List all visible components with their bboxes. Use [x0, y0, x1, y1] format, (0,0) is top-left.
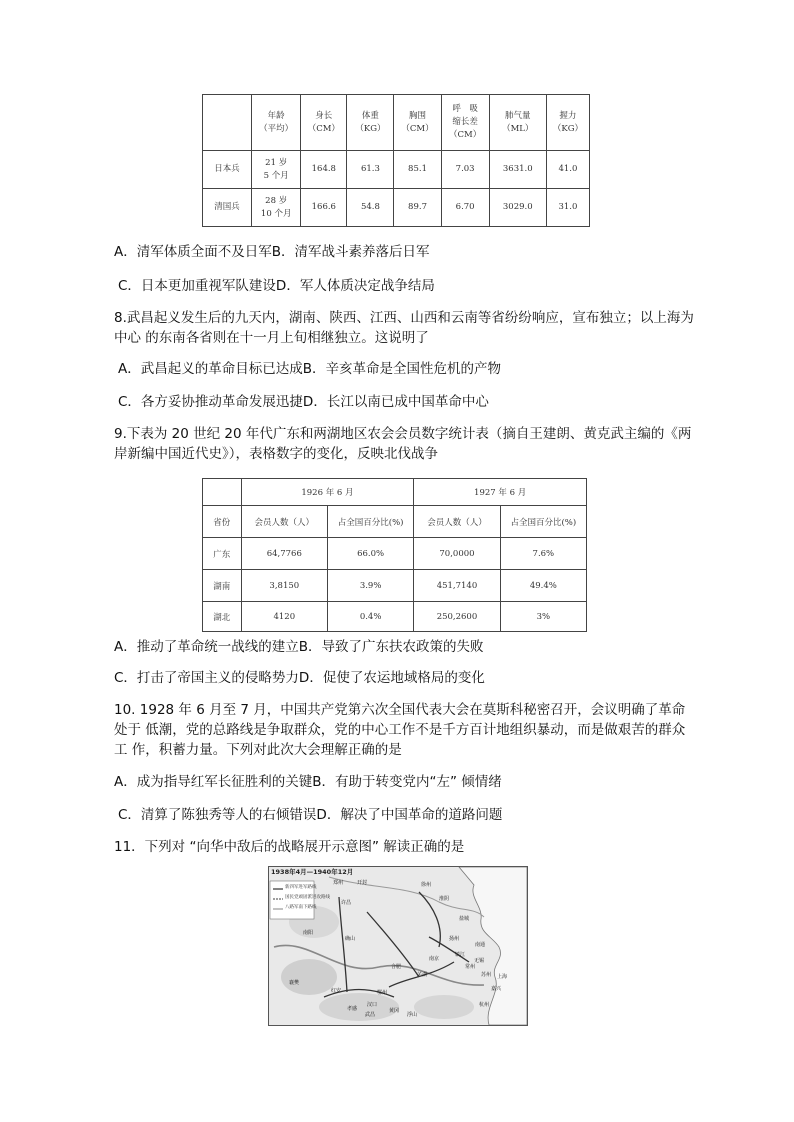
map-place-label: 镇江 — [455, 952, 466, 958]
table1-cell: 54.8 — [347, 189, 394, 227]
map-place-label: 无锡 — [474, 958, 485, 964]
table1-cell: 3029.0 — [489, 189, 546, 227]
q10-options-line2: C．清算了陈独秀等人的右倾错误D．解决了中国革命的道路问题 — [118, 807, 503, 823]
map-place-label: 襄樊 — [289, 980, 300, 986]
q8-stem: 8.武昌起义发生后的九天内，湖南、陕西、江西、山西和云南等省纷纷响应，宣布独立；以上海为中心 的东南各省则在十一月上旬相继独立。这说明了 — [114, 310, 694, 346]
table1-header-cell — [203, 95, 252, 151]
table2-cell: 3% — [500, 602, 586, 632]
table2-cell: 49.4% — [500, 570, 586, 602]
table2-cell: 70,0000 — [414, 538, 500, 570]
q8-options-line2: C．各方妥协推动革命发展迅捷D．长江以南已成中国革命中心 — [118, 394, 489, 410]
map-place-label: 红安 — [331, 988, 342, 994]
table2-cell: 7.6% — [500, 538, 586, 570]
table1-header-cell: 体重 （KG） — [347, 95, 394, 151]
table-row — [203, 189, 590, 227]
q10-stem: 10. 1928 年 6 月至 7 月，中国共产党第六次全国代表大会在莫斯科秘密召开，会议明确了革命处于 低潮，党的总路线是争取群众，党的中心工作不是千方百计地组织暴动，而是做艰苦的群众工 作，积蓄力量。下列对此次大会理解正确的是 — [114, 702, 686, 758]
table1-cell: 28 岁 10 个月 — [252, 189, 301, 227]
table2-subheader: 会员人数（人） — [414, 506, 500, 538]
table1-cell: 85.1 — [394, 151, 441, 189]
table1-header-cell: 胸围 （CM） — [394, 95, 441, 151]
q11-stem: 11．下列对 “向华中敌后的战略展开示意图” 解读正确的是 — [114, 839, 465, 855]
table2-cell: 64,7766 — [241, 538, 327, 570]
table1-cell: 日本兵 — [203, 151, 252, 189]
peasant-association-table — [202, 478, 587, 632]
table1-header-cell: 握力 （KG） — [546, 95, 589, 151]
map-place-label: 开封 — [357, 880, 368, 886]
q8-options-line1: A．武昌起义的革命目标已达成B．辛亥革命是全国性危机的产物 — [118, 361, 501, 377]
table2-year-header: 1927 年 6 月 — [414, 479, 587, 506]
table2-cell: 451,7140 — [414, 570, 500, 602]
table2-cell: 66.0% — [327, 538, 413, 570]
table-row — [203, 151, 590, 189]
table-row — [203, 538, 587, 570]
map-place-label: 扬州 — [449, 936, 460, 942]
map-place-label: 南阳 — [303, 930, 314, 936]
map-place-label: 苏州 — [481, 972, 492, 978]
q10-options-line1: A．成为指导红军长征胜利的关键B．有助于转变党内“左” 倾情绪 — [114, 774, 502, 790]
table1-cell: 6.70 — [441, 189, 489, 227]
map-place-label: 常州 — [465, 964, 476, 970]
table2-cell: 0.4% — [327, 602, 413, 632]
q9-stem: 9.下表为 20 世纪 20 年代广东和两湖地区农会会员数字统计表（摘自王建朗、黄克武主编的《两岸新编中国近代史》），表格数字的变化，反映北伐战争 — [114, 426, 692, 462]
table2-cell: 广东 — [203, 538, 242, 570]
table1-header-cell: 身长 （CM） — [301, 95, 347, 151]
map-place-label: 杭州 — [479, 1002, 490, 1008]
table1-header-cell: 年龄 （平均） — [252, 95, 301, 151]
table1-cell: 清国兵 — [203, 189, 252, 227]
table2-subheader: 占全国百分比(%) — [500, 506, 586, 538]
table2-cell: 3.9% — [327, 570, 413, 602]
map-place-label: 徐州 — [421, 882, 432, 888]
map-place-label: 汉口 — [367, 1002, 378, 1008]
table1-cell: 21 岁 5 个月 — [252, 151, 301, 189]
table1-cell: 166.6 — [301, 189, 347, 227]
table2-corner-cell — [203, 479, 242, 506]
map-legend-item: 国民党顽固派进攻路线 — [285, 895, 330, 900]
map-place-label: 南通 — [475, 942, 486, 948]
table1-cell: 61.3 — [347, 151, 394, 189]
table2-subheader: 占全国百分比(%) — [327, 506, 413, 538]
map-place-label: 嘉兴 — [491, 986, 502, 992]
map-legend-item: 八路军南下路线 — [285, 905, 317, 910]
table2-cell: 250,2600 — [414, 602, 500, 632]
table-row — [203, 570, 587, 602]
table1-cell: 31.0 — [546, 189, 589, 227]
table1-cell: 89.7 — [394, 189, 441, 227]
map-place-label: 鄂州 — [377, 990, 388, 996]
q9-options-line1: A．推动了革命统一战线的建立B．导致了广东扶农政策的失败 — [114, 639, 484, 655]
map-place-label: 孝感 — [347, 1006, 358, 1012]
map-place-label: 芜湖 — [417, 972, 428, 978]
map-place-label: 合肥 — [391, 964, 402, 970]
map-place-label: 黄冈 — [389, 1008, 400, 1014]
table1-header-cell: 呼 吸 缩长差 （CM） — [441, 95, 489, 151]
table1-cell: 164.8 — [301, 151, 347, 189]
map-place-label: 浮山 — [407, 1012, 418, 1018]
q7-options-line2: C．日本更加重视军队建设D．军人体质决定战争结局 — [118, 278, 435, 294]
table1-header-cell: 肺气量 （ML） — [489, 95, 546, 151]
map-place-label: 淮阴 — [439, 896, 450, 902]
map-place-label: 郑州 — [333, 880, 344, 886]
map-place-label: 许昌 — [341, 900, 352, 906]
map-date-label: 1938年4月—1940年12月 — [271, 868, 354, 876]
q9-options-line2: C．打击了帝国主义的侵略势力D．促使了农运地域格局的变化 — [114, 670, 485, 686]
strategic-deployment-map — [268, 866, 528, 1026]
map-place-label: 上海 — [497, 974, 508, 980]
map-place-label: 南京 — [429, 956, 440, 962]
q7-options-line1: A．清军体质全面不及日军B．清军战斗素养落后日军 — [114, 244, 430, 260]
map-place-label: 武昌 — [365, 1012, 376, 1018]
table2-subheader: 会员人数（人） — [241, 506, 327, 538]
table2-year-header: 1926 年 6 月 — [241, 479, 414, 506]
table2-cell: 湖南 — [203, 570, 242, 602]
table1-cell: 3631.0 — [489, 151, 546, 189]
table2-cell: 4120 — [241, 602, 327, 632]
table1-cell: 7.03 — [441, 151, 489, 189]
table2-subheader: 省份 — [203, 506, 242, 538]
map-place-label: 盐城 — [459, 916, 470, 922]
map-place-label: 确山 — [345, 936, 356, 942]
table-row — [203, 602, 587, 632]
map-legend-item: 新四军进军路线 — [285, 885, 317, 890]
table1-cell: 41.0 — [546, 151, 589, 189]
soldier-comparison-table — [202, 94, 590, 227]
table2-cell: 湖北 — [203, 602, 242, 632]
table2-cell: 3,8150 — [241, 570, 327, 602]
